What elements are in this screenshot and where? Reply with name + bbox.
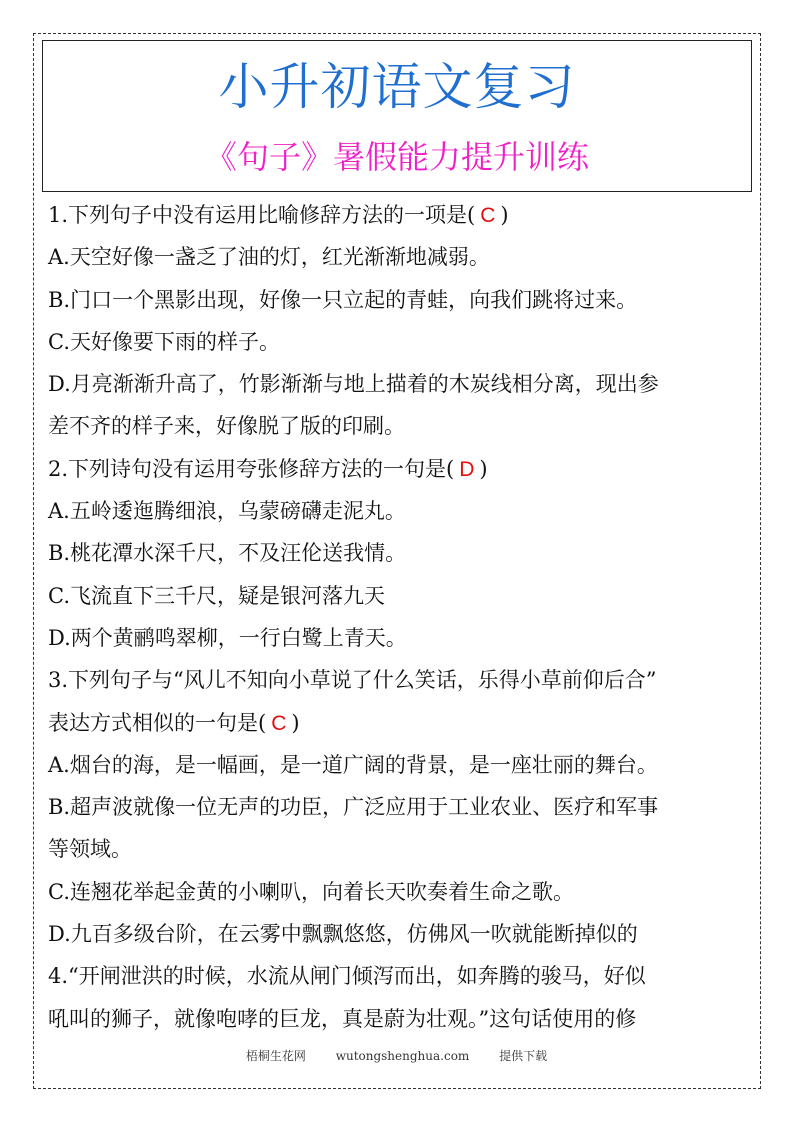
option-c: C.飞流直下三千尺，疑是银河落九天 — [48, 583, 385, 608]
paren-close: ) — [291, 710, 300, 735]
question-3-stem: 3.下列句子与“风儿不知向小草说了什么笑话，乐得小草前仰后合” — [48, 668, 657, 693]
question-text: 2.下列诗句没有运用夸张修辞方法的一句是( — [48, 456, 455, 481]
option-b-continued: 等领域。 — [48, 837, 132, 862]
answer: C — [271, 711, 287, 735]
option-d: D.月亮渐渐升高了，竹影渐渐与地上描着的木炭线相分离，现出参 — [48, 372, 659, 397]
question-list — [48, 194, 758, 1040]
page-title: 小升初语文复习 — [218, 58, 576, 116]
page-subtitle: 《句子》暑假能力提升训练 — [204, 138, 589, 176]
option-b: B.超声波就像一位无声的功臣，广泛应用于工业农业、医疗和军事 — [48, 795, 659, 820]
answer: C — [480, 204, 496, 227]
question-3-stem-continued — [48, 702, 758, 744]
option-a: A.烟台的海，是一幅画，是一道广阔的背景，是一座壮丽的舞台。 — [48, 752, 658, 777]
option-a: A.五岭逶迤腾细浪，乌蒙磅礴走泥丸。 — [48, 499, 406, 524]
option-d-continued: 差不齐的样子来，好像脱了版的印刷。 — [48, 414, 405, 439]
question-4-stem-continued: 吼叫的狮子，就像咆哮的巨龙，真是蔚为壮观。”这句话使用的修 — [48, 1006, 637, 1031]
question-4-stem: 4.“开闸泄洪的时候，水流从闸门倾泻而出，如奔腾的骏马，好似 — [48, 964, 646, 989]
paren-close: ) — [500, 203, 509, 227]
option-a: A.天空好像一盏乏了油的灯，红光渐渐地减弱。 — [48, 245, 490, 270]
question-1-stem — [48, 194, 758, 236]
paren-close: ) — [479, 456, 488, 481]
footer — [0, 1048, 793, 1064]
footer-note: 提供下载 — [499, 1049, 548, 1063]
option-d: D.两个黄鹂鸣翠柳，一行白鹭上青天。 — [48, 625, 407, 650]
option-b: B.桃花潭水深千尺，不及汪伦送我情。 — [48, 541, 407, 566]
option-b: B.门口一个黑影出现，好像一只立起的青蛙，向我们跳将过来。 — [48, 287, 638, 312]
option-c: C.连翘花举起金黄的小喇叭，向着长天吹奏着生命之歌。 — [48, 879, 574, 904]
option-c: C.天好像要下雨的样子。 — [48, 329, 280, 354]
answer: D — [459, 457, 475, 481]
question-text: 表达方式相似的一句是( — [48, 710, 267, 735]
footer-url: wutongshenghua.com — [335, 1049, 470, 1063]
question-2-stem — [48, 448, 758, 490]
title-box — [42, 40, 752, 192]
footer-site-name: 梧桐生花网 — [245, 1049, 306, 1063]
question-text: 1.下列句子中没有运用比喻修辞方法的一项是( — [48, 203, 476, 227]
option-d: D.九百多级台阶，在云雾中飘飘悠悠，仿佛风一吹就能断掉似的 — [48, 922, 638, 947]
